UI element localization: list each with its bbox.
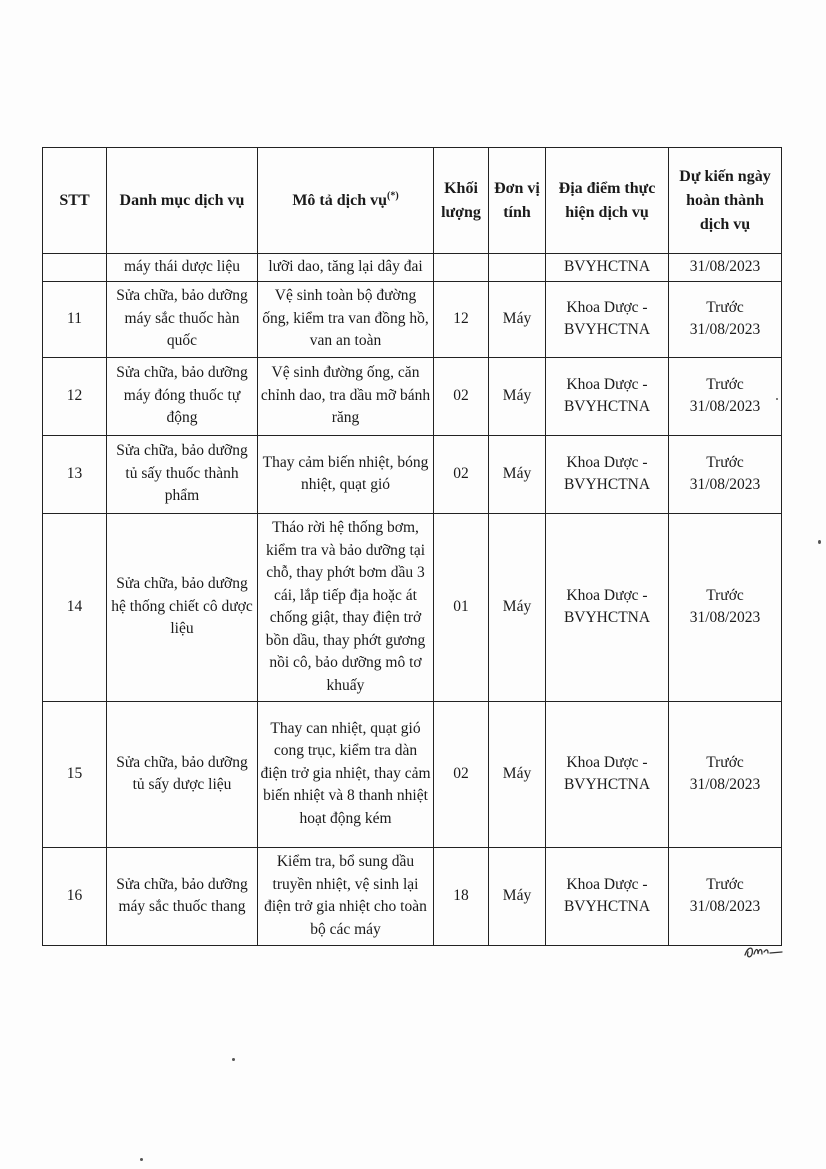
cell-location	[546, 435, 669, 513]
scan-speck	[232, 1058, 235, 1061]
cell-description: Thay cảm biến nhiệt, bóng nhiệt, quạt gió	[258, 435, 434, 513]
cell-stt: 14	[43, 513, 107, 701]
cell-location	[546, 513, 669, 701]
deadline-text: Trước 31/08/2023	[689, 753, 761, 793]
cell-location	[546, 281, 669, 357]
table-row	[43, 847, 782, 945]
cell-location	[546, 847, 669, 945]
deadline-text: Trước 31/08/2023	[689, 375, 761, 415]
cell-quantity	[434, 254, 489, 282]
cell-unit: Máy	[489, 435, 546, 513]
deadline-text: Trước 31/08/2023	[689, 298, 761, 338]
cell-description: Vệ sinh toàn bộ đường ống, kiểm tra van đồng hồ, van an toàn	[258, 281, 434, 357]
header-stt: STT	[43, 148, 107, 254]
cell-quantity: 12	[434, 281, 489, 357]
cell-location	[546, 701, 669, 847]
cell-category: Sửa chữa, bảo dưỡng máy đóng thuốc tự động	[107, 357, 258, 435]
header-unit: Đơn vị tính	[489, 148, 546, 254]
cell-unit: Máy	[489, 701, 546, 847]
cell-stt	[43, 254, 107, 282]
cell-deadline	[669, 513, 782, 701]
header-description-label: Mô tả dịch vụ	[292, 191, 387, 209]
cell-stt: 11	[43, 281, 107, 357]
cell-stt: 12	[43, 357, 107, 435]
scan-speck	[818, 540, 821, 544]
location-text: Khoa Dược - BVYHCTNA	[563, 753, 651, 793]
table-row	[43, 281, 782, 357]
cell-deadline	[669, 435, 782, 513]
cell-quantity: 18	[434, 847, 489, 945]
cell-unit	[489, 254, 546, 282]
location-text: Khoa Dược - BVYHCTNA	[563, 453, 651, 493]
cell-description: Vệ sinh đường ống, căn chỉnh dao, tra dầu mỡ bánh răng	[258, 357, 434, 435]
table-row	[43, 701, 782, 847]
table-row-continuation	[43, 254, 782, 282]
scan-speck	[776, 398, 778, 400]
cell-deadline	[669, 847, 782, 945]
header-location: Địa điểm thực hiện dịch vụ	[546, 148, 669, 254]
service-table	[42, 147, 782, 946]
cell-description: Thay can nhiệt, quạt gió cong trục, kiểm tra dàn điện trở gia nhiệt, thay cảm biến nhiệt và 8 thanh nhiệt hoạt động kém	[258, 701, 434, 847]
header-quantity: Khối lượng	[434, 148, 489, 254]
cell-category: Sửa chữa, bảo dưỡng máy sắc thuốc hàn quốc	[107, 281, 258, 357]
cell-quantity: 02	[434, 701, 489, 847]
header-category: Danh mục dịch vụ	[107, 148, 258, 254]
signature-initials-icon	[742, 940, 786, 962]
cell-stt: 13	[43, 435, 107, 513]
header-row	[43, 148, 782, 254]
header-description	[258, 148, 434, 254]
cell-deadline	[669, 281, 782, 357]
table-row	[43, 513, 782, 701]
cell-unit: Máy	[489, 281, 546, 357]
cell-category: Sửa chữa, bảo dưỡng tủ sấy thuốc thành phẩm	[107, 435, 258, 513]
deadline-text: Trước 31/08/2023	[689, 453, 761, 493]
cell-unit: Máy	[489, 357, 546, 435]
location-text: Khoa Dược - BVYHCTNA	[563, 375, 651, 415]
cell-category: Sửa chữa, bảo dưỡng tủ sấy dược liệu	[107, 701, 258, 847]
cell-quantity: 02	[434, 435, 489, 513]
deadline-text: Trước 31/08/2023	[689, 586, 761, 626]
cell-description: Tháo rời hệ thống bơm, kiểm tra và bảo dưỡng tại chỗ, thay phớt bơm dầu 3 cái, lắp tiếp địa hoặc át chống giật, thay điện trở bồn dầu, thay phớt gương nồi cô, bảo dưỡng mô tơ khuấy	[258, 513, 434, 701]
header-description-sup: (*)	[387, 190, 399, 202]
scan-speck	[140, 1158, 143, 1161]
cell-deadline	[669, 701, 782, 847]
table-row	[43, 357, 782, 435]
location-text: Khoa Dược - BVYHCTNA	[563, 875, 651, 915]
cell-deadline	[669, 357, 782, 435]
cell-stt: 16	[43, 847, 107, 945]
cell-category: Sửa chữa, bảo dưỡng hệ thống chiết cô dược liệu	[107, 513, 258, 701]
cell-location	[546, 357, 669, 435]
cell-stt: 15	[43, 701, 107, 847]
deadline-text: Trước 31/08/2023	[689, 875, 761, 915]
cell-quantity: 02	[434, 357, 489, 435]
cell-category: Sửa chữa, bảo dưỡng máy sắc thuốc thang	[107, 847, 258, 945]
cell-unit: Máy	[489, 847, 546, 945]
cell-quantity: 01	[434, 513, 489, 701]
table-row	[43, 435, 782, 513]
cell-unit: Máy	[489, 513, 546, 701]
header-deadline: Dự kiến ngày hoàn thành dịch vụ	[669, 148, 782, 254]
location-text: Khoa Dược - BVYHCTNA	[563, 586, 651, 626]
cell-location: BVYHCTNA	[546, 254, 669, 282]
location-text: Khoa Dược - BVYHCTNA	[563, 298, 651, 338]
cell-description: Kiểm tra, bổ sung dầu truyền nhiệt, vệ sinh lại điện trở gia nhiệt cho toàn bộ các máy	[258, 847, 434, 945]
cell-category: máy thái dược liệu	[107, 254, 258, 282]
cell-deadline: 31/08/2023	[669, 254, 782, 282]
cell-description: lưỡi dao, tăng lại dây đai	[258, 254, 434, 282]
